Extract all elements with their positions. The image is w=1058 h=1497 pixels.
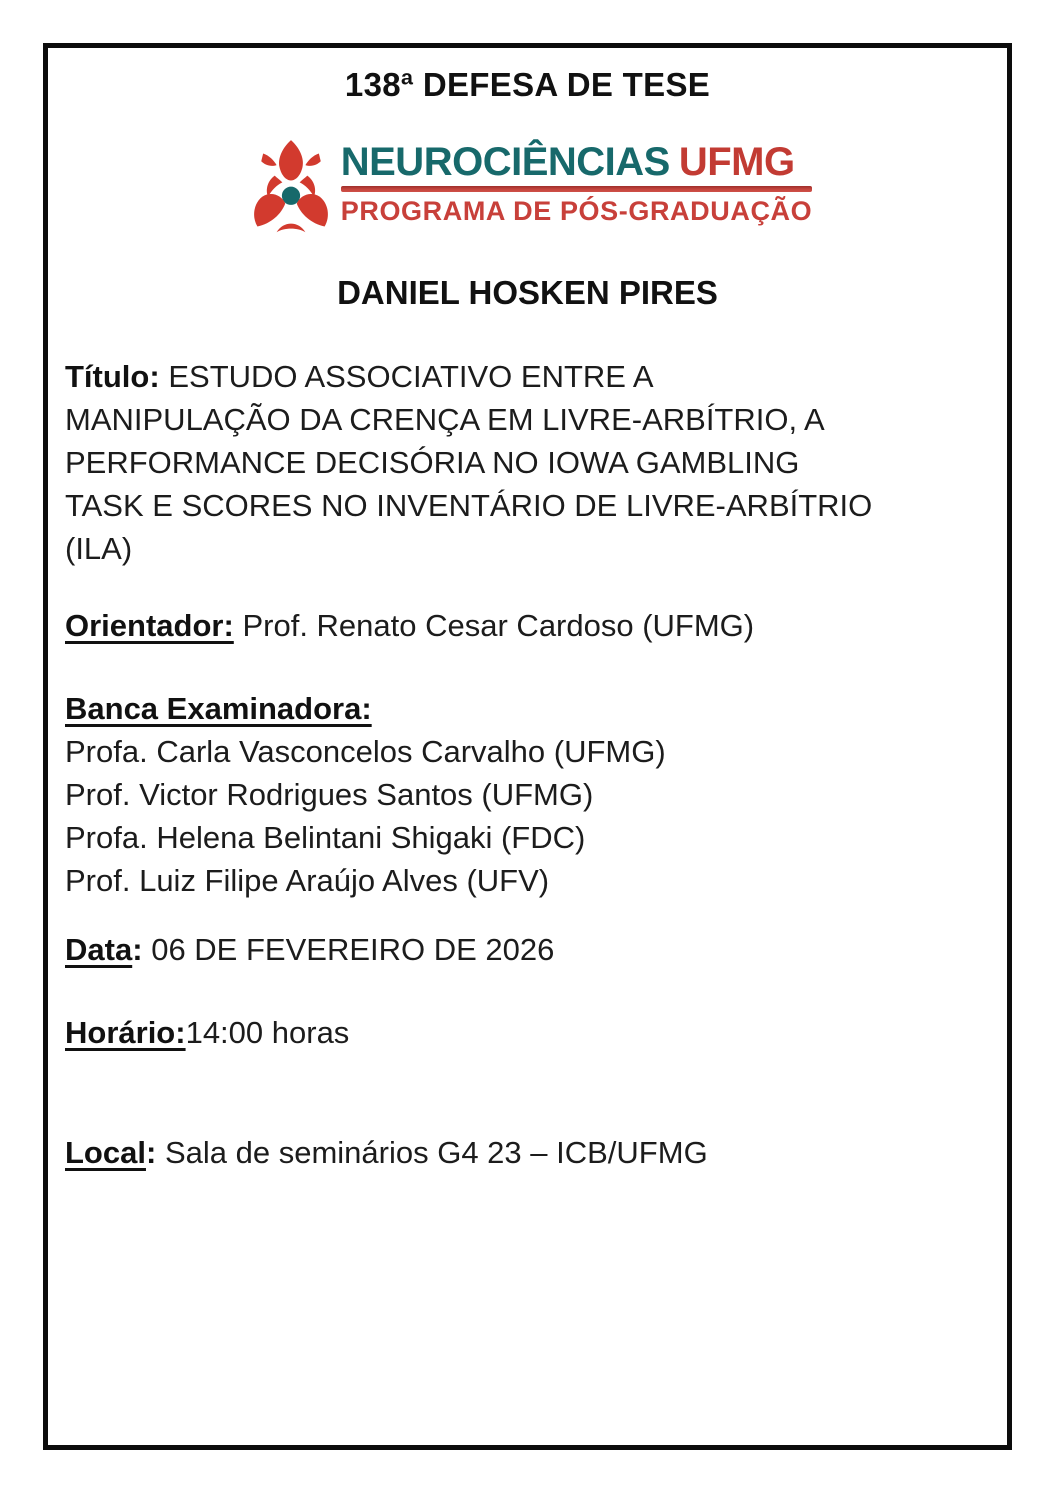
advisor-line	[65, 604, 991, 647]
advisor-label: Orientador:	[65, 608, 234, 643]
thesis-title-paragraph	[65, 355, 991, 570]
committee-member: Prof. Luiz Filipe Araújo Alves (UFV)	[65, 863, 550, 898]
date-line	[65, 928, 991, 971]
time-label: Horário:	[65, 1015, 186, 1050]
logo-wordmark-primary: NEUROCIÊNCIAS	[340, 140, 670, 184]
venue-label: Local	[65, 1135, 146, 1170]
venue-value: Sala de seminários G4 23 – ICB/UFMG	[164, 1135, 708, 1170]
logo-divider-rule	[341, 186, 813, 192]
committee-label: Banca Examinadora:	[65, 691, 372, 726]
committee-member: Profa. Carla Vasconcelos Carvalho (UFMG)	[65, 734, 666, 769]
thesis-title-label: Título:	[65, 359, 160, 394]
date-separator: :	[132, 932, 143, 967]
neurociencias-star-icon	[243, 137, 339, 245]
thesis-title-line: (ILA)	[65, 531, 133, 566]
document-body	[48, 311, 1007, 1174]
venue-line	[65, 1131, 991, 1174]
committee-member: Profa. Helena Belintani Shigaki (FDC)	[65, 820, 586, 855]
date-value: 06 DE FEVEREIRO DE 2026	[151, 932, 555, 967]
program-logo	[48, 135, 1007, 245]
page-title: 138ª DEFESA DE TESE	[344, 66, 711, 103]
thesis-title-line: MANIPULAÇÃO DA CRENÇA EM LIVRE-ARBÍTRIO, A	[65, 402, 825, 437]
time-value: 14:00 horas	[185, 1015, 350, 1050]
time-line	[65, 1011, 991, 1054]
logo-wordmark	[341, 141, 813, 183]
advisor-value: Prof. Renato Cesar Cardoso (UFMG)	[242, 608, 755, 643]
committee-section	[65, 687, 991, 902]
thesis-title-text: ESTUDO ASSOCIATIVO ENTRE A	[168, 359, 654, 394]
thesis-title-line	[65, 355, 991, 398]
logo-subtitle: PROGRAMA DE PÓS-GRADUAÇÃO	[340, 196, 813, 226]
thesis-title-line: PERFORMANCE DECISÓRIA NO IOWA GAMBLING	[65, 445, 800, 480]
committee-member: Prof. Victor Rodrigues Santos (UFMG)	[65, 777, 594, 812]
document-border-frame	[43, 43, 1012, 1450]
logo-wordmark-secondary: UFMG	[678, 140, 795, 184]
date-label: Data	[65, 932, 133, 967]
candidate-name: DANIEL HOSKEN PIRES	[337, 274, 718, 311]
logo-text-block	[341, 141, 813, 226]
thesis-title-line: TASK E SCORES NO INVENTÁRIO DE LIVRE-ARBÍTRIO	[65, 488, 873, 523]
venue-separator: :	[145, 1135, 157, 1170]
